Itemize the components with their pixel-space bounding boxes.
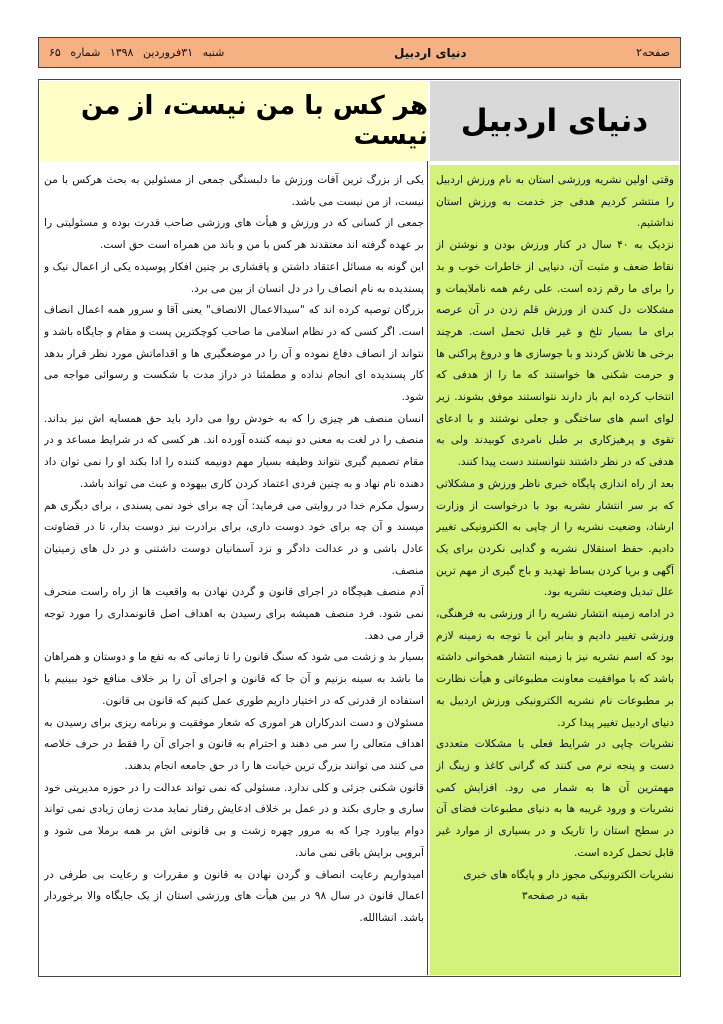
sidebar-paragraph: نشریات الکترونیکی مجوز دار و پایگاه های خبری (463, 868, 674, 881)
article-paragraph: قانون شکنی جزئی و کلی ندارد. مسئولی که نمی تواند عدالت را در حوزه مدیریتی خود ساری و جاری بکند و در عمل بر خلاف ادعایش رفتار نماید مدت زمان زیادی نمی تواند دوام بیاورد چرا که به مرور چهره زشت و بی قانونی اش بر همه برملا می شود و آبرویی برایش باقی نمی ماند. (44, 781, 424, 859)
article-paragraph: امیدواریم رعایت انصاف و گردن نهادن به قانون و مقررات و رعایت بی طرفی در اعمال قانون در سال ۹۸ در بین هیأت های ورزشی استان از یک جایگاه والا برخوردار باشد. انشاالله. (44, 868, 424, 924)
article-paragraph: یکی از بزرگ ترین آفات ورزش ما دلبستگی جمعی از مسئولین به بحث هرکس با من نیست، از من نیست می باشد. (44, 174, 424, 208)
sidebar-paragraph: نشریات چاپی در شرایط فعلی با مشکلات متعددی دست و پنجه نرم می کنند که گرانی کاغذ و زینگ از مهمترین آن ها به شمار می رود. افزایش کمی نشریات و ورود غریبه ها به دنیای مطبوعات فضای آن در سطح استان را تاریک و در بسیاری از موارد غیر قابل تحمل کرده است. (436, 738, 674, 859)
sidebar-paragraph: نزدیک به ۴۰ سال در کنار ورزش بودن و نوشتن از نقاط ضعف و مثبت آن، دنیایی از خاطرات خوب و بد را برای ما رقم زده است. علی رغم همه ناملایمات و مشکلات دل کندن از ورزش قلم زدن در آن عرصه برای ما بسیار تلخ و غیر قابل تحمل است. هرچند برخی ها تلاش کردند و با جوسازی ها و دروغ پراکنی ها و حرمت شکنی ها خواستند که ما را از هدفی که انتخاب کرده ایم باز دارند نتوانستند موفق بشوند. زیر لوای اسم های ساختگی و جعلی نوشتند و با ادعای تقوی و پرهیزکاری بر طبل نامردی کوبیدند ولی به هدفی که در نظر داشتند نتوانستند دست پیدا کنند. (436, 239, 674, 469)
article-paragraph: این گونه به مسائل اعتقاد داشتن و پافشاری بر چنین افکار پوسیده یکی از اعمال نیک و پسندیده به نام انصاف را در دل انسان از بین می برد. (44, 260, 424, 295)
page-header (38, 37, 681, 68)
sidebar-paragraph: بعد از راه اندازی پایگاه خبری ناظر ورزش و مشکلاتی که بر سر انتشار نشریه بود با درخواست از وزارت ارشاد، وضعیت نشریه را از چاپی به الکترونیکی تغییر دادیم. حفظ استقلال نشریه و گدایی نکردن برای یک آگهی و بریا کردن بساط تهدید و باج گیری از مهم ترین علل تبدیل وضعیت نشریه بود. (436, 477, 674, 599)
article-paragraph: بزرگان توصیه کرده اند که "سیدالاعمال الانصاف" یعنی آقا و سرور همه اعمال انصاف است. اگر کسی که در نظام اسلامی ما صاحب کوچکترین پست و مقام و جایگاه باشد و نتواند از انصاف دفاع نموده و آن را در موضعگیری ها و اقداماتش مورد نظر قرار بدهد کار پسندیده ای انجام نداده و مطمئنا در دراز مدت با شکست و رسوائی مواجه می شود. (44, 304, 424, 404)
sidebar-paragraph: وقتی اولین نشریه ورزشی استان به نام ورزش اردبیل را منتشر کردیم هدفی جز خدمت به ورزش استان نداشتیم. (436, 174, 674, 230)
sidebar-paragraph: در ادامه زمینه انتشار نشریه را از ورزشی به فرهنگی، ورزشی تغییر دادیم و بنابر این با توجه به زمینه لازم بود که اسم نشریه نیز با زمینه انتشار همخوانی داشته باشد که با موافقیت معاونت مطبوعاتی و هیأت نظارت بر مطبوعات نام نشریه الکترونیکی ورزش اردبیل به دنیای اردبیل تغییر پیدا کرد. (436, 608, 674, 729)
date-issue: شنبه ۳۱فروردین ۱۳۹۸ شماره ۶۵ (49, 46, 225, 59)
article-paragraph: انسان منصف هر چیزی را که به خودش روا می دارد باید حق همسایه اش نیز بداند. منصف را در لغت به معنی دو نیمه کننده آورده اند. هر کسی که در شرایط مساعد و در مقام تصمیم گیری نتواند وظیفه بسیار مهم دونیمه کننده را ادا بکند او را نمی توان داد دهنده نام نهاد و به چنین فردی اعتماد کردن کاری بیهوده و عبث می تواند باشد. (44, 412, 424, 490)
article-paragraph: مسئولان و دست اندرکاران هر اموری که شعار موفقیت و برنامه ریزی برای رسیدن به اهداف متعالی را سر می دهند و احترام به قانون و اجرای آن را فقط در حرف خلاصه می کنند می توانند بزرگ ترین خیانت ها را در حق جامعه انجام بدهند. (44, 716, 424, 772)
masthead-title: دنیای اردبیل (460, 103, 649, 139)
newspaper-title: دنیای اردبیل (393, 45, 467, 60)
sidebar-body (436, 170, 674, 970)
article-paragraph: جمعی از کسانی که در ورزش و هیأت های ورزشی صاحب قدرت بوده و مسئولیتی را بر عهده گرفته اند معتقدند هر کس با من و باند من همراه است حق است. (44, 217, 424, 252)
article-headline: هر کس با من نیست، از من نیست (80, 91, 428, 151)
page-number: صفحه۲ (636, 46, 670, 59)
continuation-note: بقیه در صفحه۳ (521, 890, 589, 903)
article-paragraph: آدم منصف هیچگاه در اجرای قانون و گردن نهادن به واقعیت ها از راه راست منحرف نمی شود. فرد منصف همیشه برای رسیدن به اهداف اصل قانونمداری را مورد توجه قرار می دهد. (44, 586, 424, 642)
article-paragraph: رسول مکرم خدا در روایتی می فرماید: آن چه برای خود نمی پسندی ، برای دیگری هم مپسند و آن چه برای خود دوست داری، برای برادرت نیز دوست بدار، تا در قضاوتت عادل باشی و در عدالت دادگر و نزد آسمانیان دوست داشتنی و در دل های زمینیان منصف. (44, 499, 424, 577)
article-body (44, 170, 424, 970)
headline-box (40, 81, 428, 161)
article-paragraph: بسیار بد و زشت می شود که سنگ قانون را تا زمانی که به نفع ما و دوستان و همراهان ما باشد به سینه بزنیم و آن جا که قانون و اجرای آن را بر خلاف منافع خود ببینیم با استفاده از قدرتی که در اختیار داریم طوری عمل کنیم که قانون بی قانون. (44, 651, 424, 707)
masthead (430, 81, 679, 161)
